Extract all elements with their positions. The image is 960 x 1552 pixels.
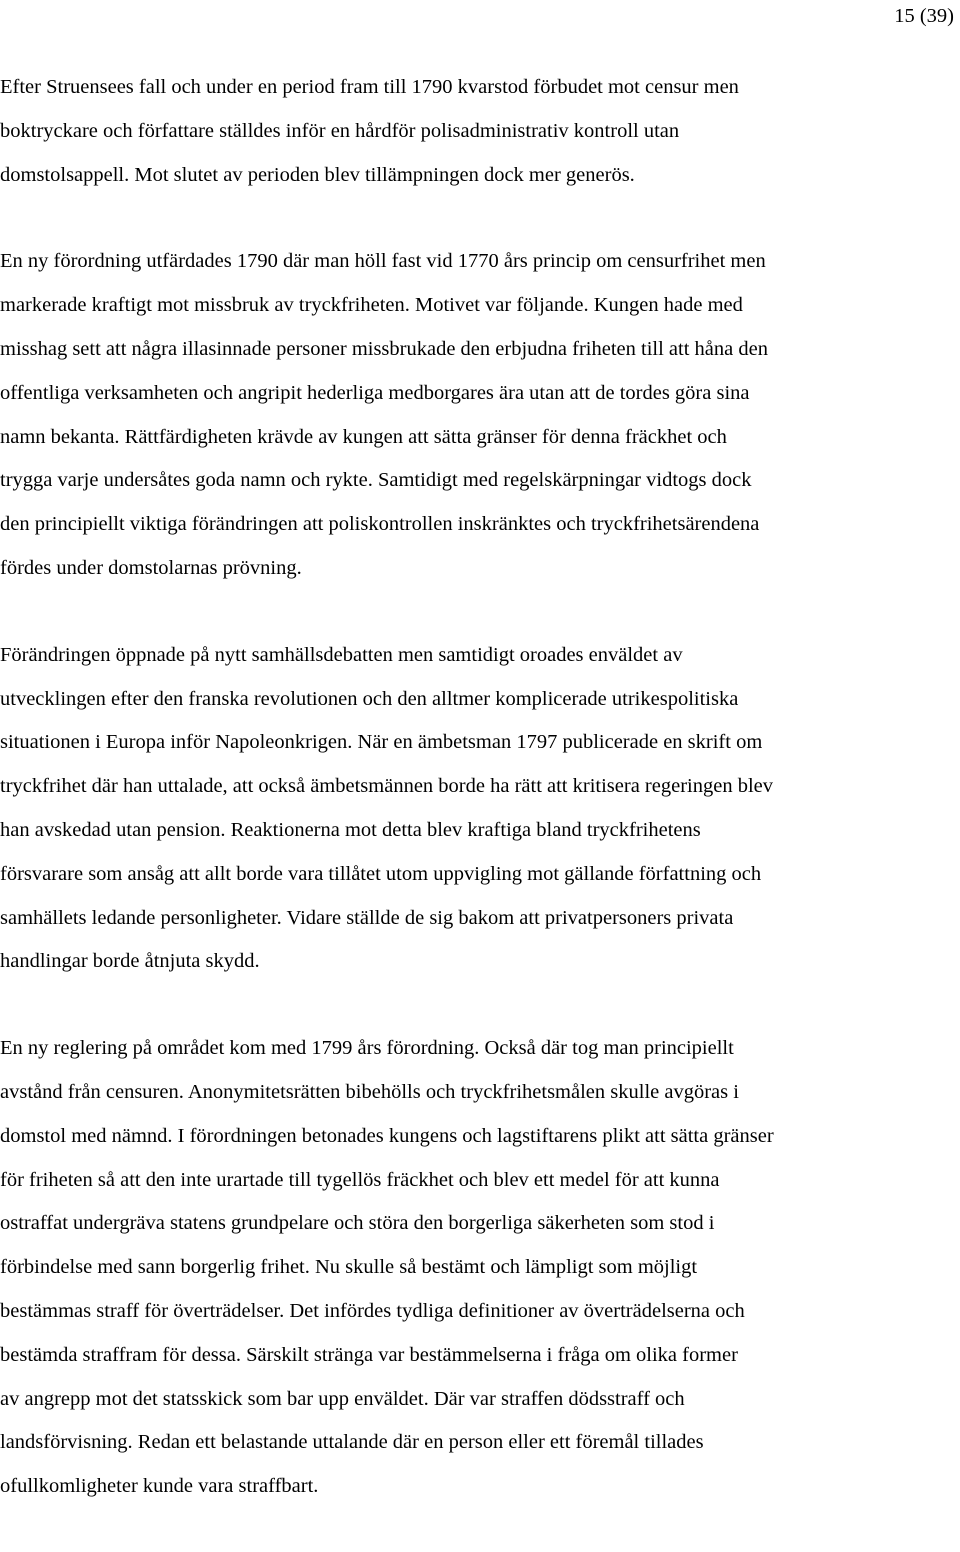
text-line: förbindelse med sann borgerlig frihet. Nu skulle så bestämt och lämpligt som möjligt bbox=[0, 1256, 698, 1279]
text-line: Efter Struensees fall och under en period fram till 1790 kvarstod förbudet mot censur men bbox=[0, 76, 739, 98]
paragraph-1 bbox=[0, 66, 960, 197]
text-line: namn bekanta. Rättfärdigheten krävde av kungen att sätta gränser för denna fräckhet och bbox=[0, 425, 727, 448]
text-line: den principiellt viktiga förändringen att poliskontrollen inskränktes och tryckfrihetsärendena bbox=[0, 513, 760, 536]
text-line: markerade kraftigt mot missbruk av tryckfriheten. Motivet var följande. Kungen hade med bbox=[0, 294, 743, 317]
text-line: bestämmas straff för överträdelser. Det infördes tydliga definitioner av överträdelserna och bbox=[0, 1299, 745, 1322]
text-line: för friheten så att den inte urartade till tygellös fräckhet och blev ett medel för att kunna bbox=[0, 1168, 720, 1191]
document-body bbox=[0, 66, 960, 1552]
text-line: han avskedad utan pension. Reaktionerna mot detta blev kraftiga bland tryckfrihetens bbox=[0, 818, 701, 841]
text-line: domstolsappell. Mot slutet av perioden blev tillämpningen dock mer generös. bbox=[0, 163, 635, 186]
text-line: domstol med nämnd. I förordningen betonades kungens och lagstiftarens plikt att sätta gränser bbox=[0, 1124, 774, 1147]
paragraph-4 bbox=[0, 1027, 960, 1509]
text-line: försvarare som ansåg att allt borde vara tillåtet utom uppvigling mot gällande författning och bbox=[0, 862, 762, 885]
text-line: misshag sett att några illasinnade personer missbrukade den erbjudna friheten till att håna den bbox=[0, 337, 768, 360]
text-line: utvecklingen efter den franska revolutionen och den alltmer komplicerade utrikespolitiska bbox=[0, 687, 739, 710]
text-line: handlingar borde åtnjuta skydd. bbox=[0, 950, 260, 973]
text-line: Förändringen öppnade på nytt samhällsdebatten men samtidigt oroades enväldet av bbox=[0, 643, 683, 666]
paragraph-3 bbox=[0, 634, 960, 984]
text-line: tryckfrihet där han uttalade, att också ämbetsmännen borde ha rätt att kritisera regeringen blev bbox=[0, 775, 773, 798]
text-line: boktryckare och författare ställdes inför en hårdför polisadministrativ kontroll utan bbox=[0, 119, 680, 142]
text-line: samhällets ledande personligheter. Vidare ställde de sig bakom att privatpersoners privata bbox=[0, 906, 734, 929]
paragraph-2 bbox=[0, 240, 960, 590]
text-line: situationen i Europa inför Napoleonkrigen. När en ämbetsman 1797 publicerade en skrift om bbox=[0, 731, 763, 754]
text-line: landsförvisning. Redan ett belastande uttalande där en person eller ett föremål tillades bbox=[0, 1431, 704, 1454]
text-line: offentliga verksamheten och angripit hederliga medborgares ära utan att de tordes göra sina bbox=[0, 381, 750, 404]
text-line: avstånd från censuren. Anonymitetsrätten bibehölls och tryckfrihetsmålen skulle avgöras i bbox=[0, 1080, 739, 1103]
text-line: bestämda straffram för dessa. Särskilt stränga var bestämmelserna i fråga om olika former bbox=[0, 1343, 738, 1366]
text-line: trygga varje undersåtes goda namn och rykte. Samtidigt med regelskärpningar vidtogs dock bbox=[0, 469, 752, 492]
text-line: En ny förordning utfärdades 1790 där man höll fast vid 1770 års princip om censurfrihet men bbox=[0, 250, 766, 273]
page-number: 15 (39) bbox=[894, 5, 954, 27]
text-line: av angrepp mot det statsskick som bar upp enväldet. Där var straffen dödsstraff och bbox=[0, 1387, 685, 1410]
text-line: ostraffat undergräva statens grundpelare och störa den borgerliga säkerheten som stod i bbox=[0, 1212, 715, 1235]
text-line: fördes under domstolarnas prövning. bbox=[0, 556, 302, 579]
text-line: En ny reglering på området kom med 1799 års förordning. Också där tog man principiellt bbox=[0, 1037, 734, 1060]
text-line: ofullkomligheter kunde vara straffbart. bbox=[0, 1475, 319, 1498]
